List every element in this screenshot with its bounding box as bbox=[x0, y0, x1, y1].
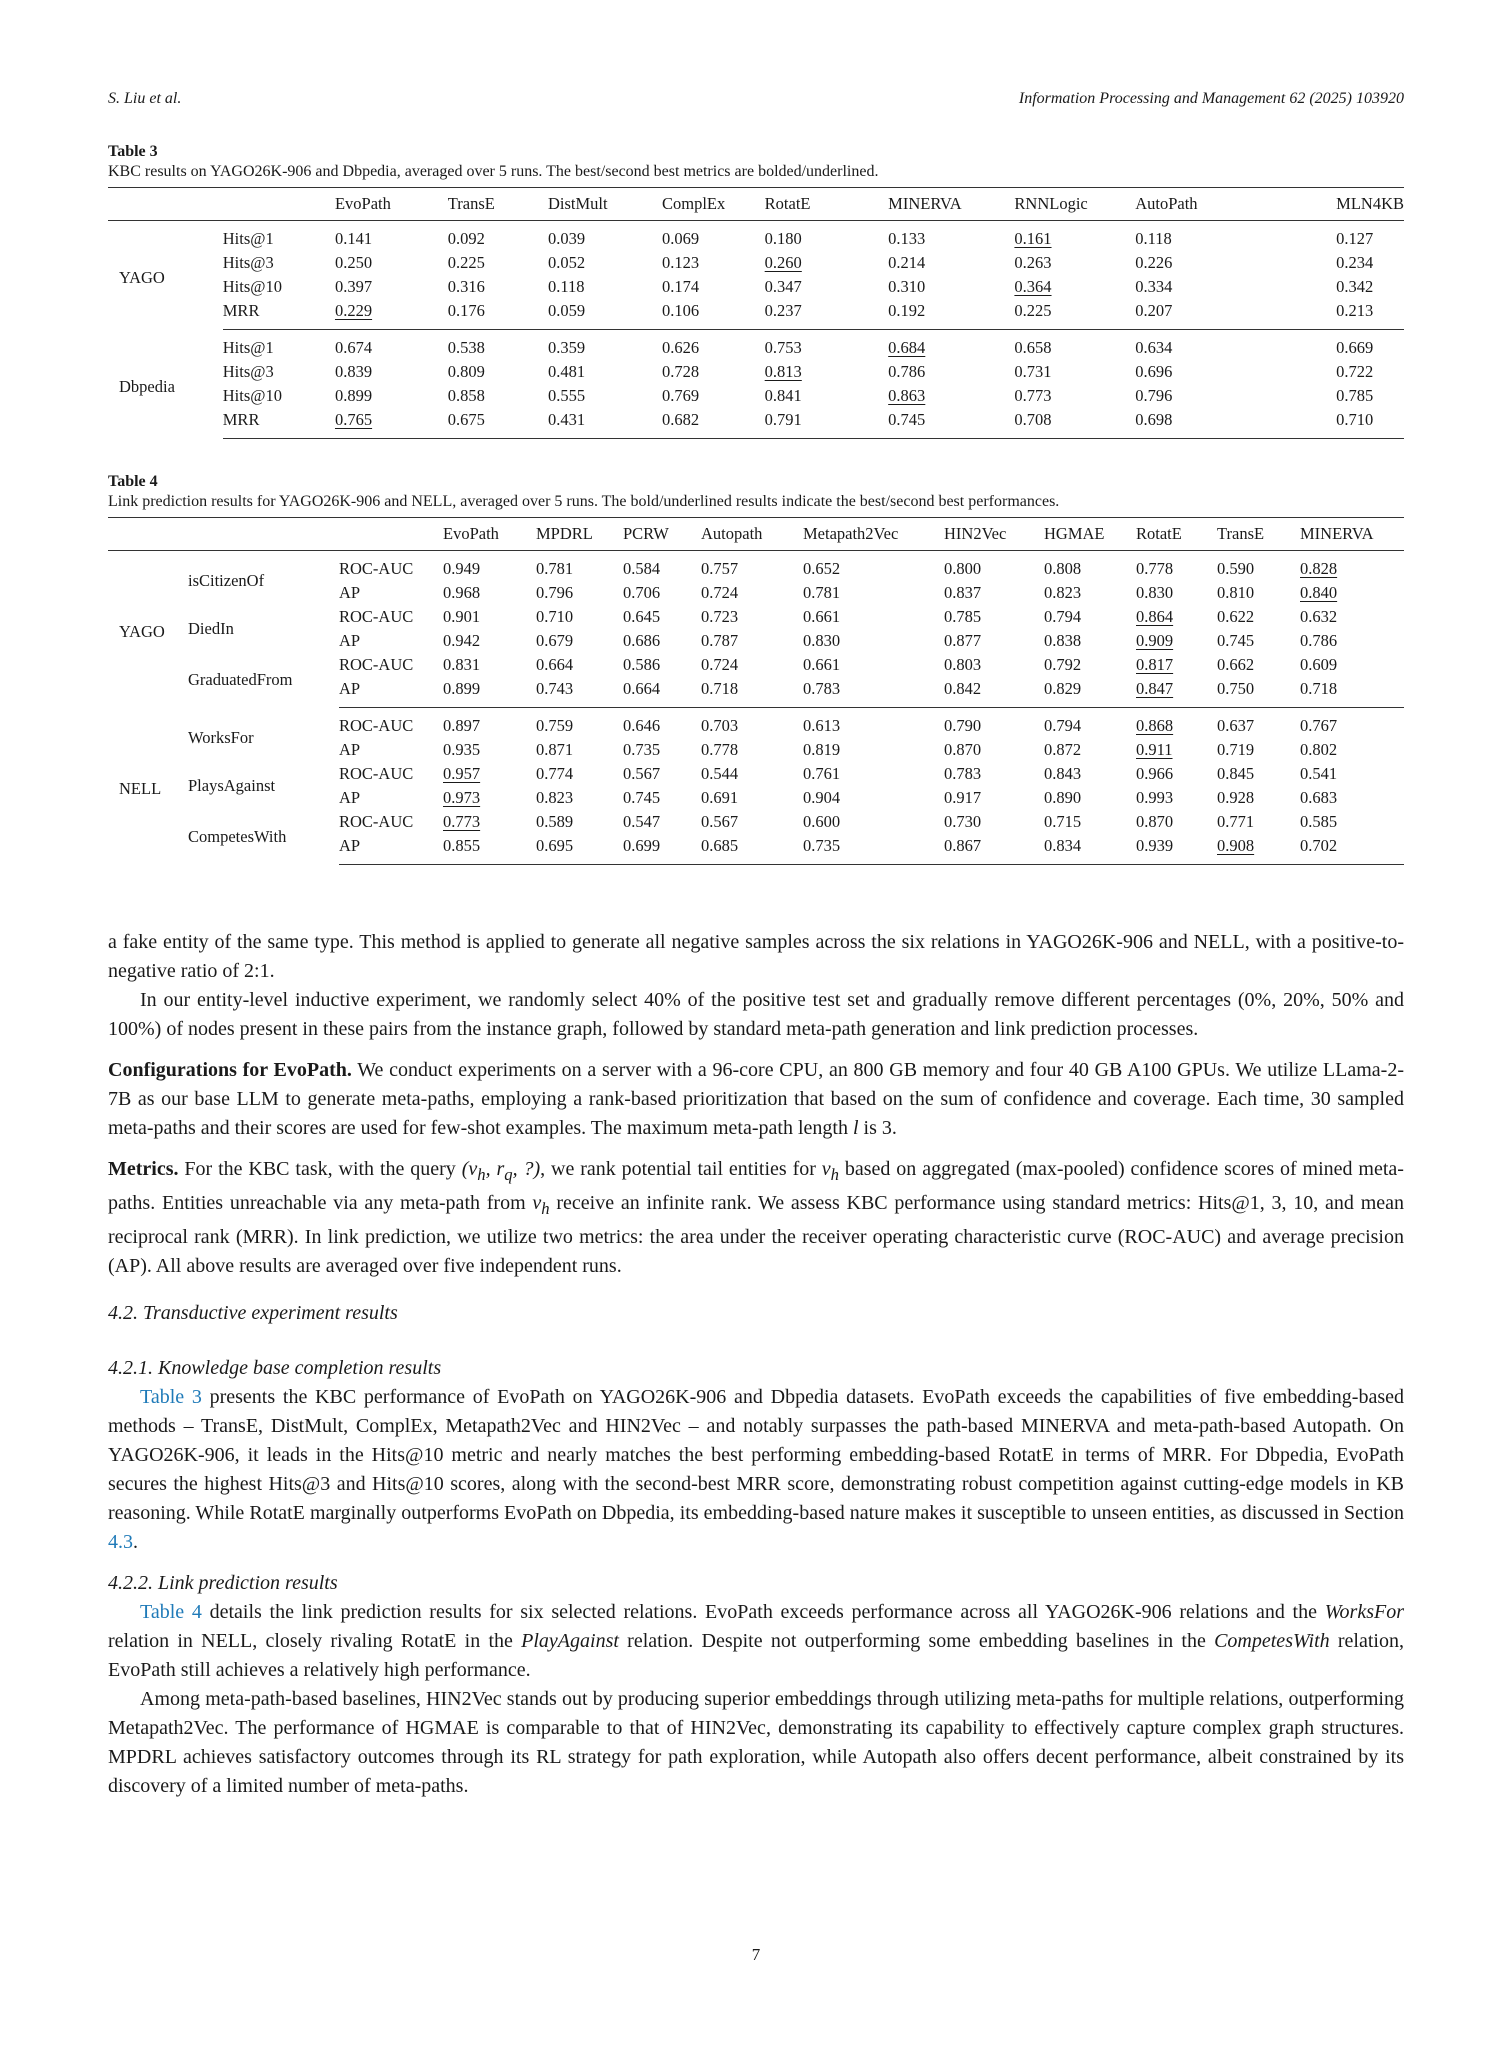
value-cell: 0.813 bbox=[764, 362, 802, 381]
value-cell: 0.904 bbox=[803, 788, 841, 807]
value-cell: 0.127 bbox=[1336, 229, 1374, 248]
value-cell: 0.823 bbox=[536, 788, 574, 807]
value-cell: 0.871 bbox=[536, 740, 574, 759]
value-cell: 0.840 bbox=[1300, 583, 1338, 602]
value-cell: 0.664 bbox=[623, 677, 701, 708]
value-cell: 0.260 bbox=[764, 253, 802, 272]
value-cell: 0.682 bbox=[662, 408, 765, 439]
value-cell: 0.794 bbox=[1044, 716, 1082, 735]
metric-label: ROC-AUC bbox=[339, 812, 414, 831]
value-cell: 0.819 bbox=[803, 740, 841, 759]
value-cell: 0.867 bbox=[944, 834, 1044, 865]
table-row bbox=[108, 551, 1404, 582]
table-row bbox=[108, 221, 1404, 252]
value-cell: 0.310 bbox=[888, 277, 926, 296]
value-cell: 0.837 bbox=[944, 583, 982, 602]
table-row bbox=[108, 708, 1404, 739]
value-cell: 0.364 bbox=[1014, 277, 1052, 296]
value-cell: 0.778 bbox=[701, 740, 739, 759]
value-cell: 0.828 bbox=[1300, 559, 1338, 578]
value-cell: 0.661 bbox=[803, 655, 841, 674]
column-header: TransE bbox=[1217, 518, 1300, 551]
section-4-3-link[interactable]: 4.3 bbox=[108, 1531, 133, 1553]
metric-label: Hits@1 bbox=[222, 338, 274, 357]
paragraph-baselines: Among meta-path-based baselines, HIN2Vec stands out by producing superior embeddings through utilizing meta-paths for multiple relations, outperforming Metapath2Vec. The performance of HGMAE is comparable to that of HIN2Vec, demonstrating its capability to effectively capture complex graph structures. MPDRL achieves satisfactory outcomes through its RL strategy for path exploration, while Autopath also offers decent performance, albeit constrained by its discovery of a limited number of meta-paths. bbox=[108, 1688, 1404, 1797]
table-row bbox=[108, 330, 1404, 361]
value-cell: 0.830 bbox=[1136, 583, 1174, 602]
value-cell: 0.715 bbox=[1044, 812, 1082, 831]
value-cell: 0.052 bbox=[547, 253, 586, 272]
body-text bbox=[108, 928, 1404, 1801]
value-cell: 0.750 bbox=[1217, 677, 1300, 708]
table-row bbox=[108, 810, 1404, 834]
value-cell: 0.229 bbox=[335, 299, 448, 330]
table3-label: Table 3 bbox=[108, 143, 158, 160]
column-header: MINERVA bbox=[888, 188, 1014, 221]
value-cell: 0.176 bbox=[448, 299, 548, 330]
value-cell: 0.761 bbox=[803, 764, 841, 783]
metric-label: Hits@3 bbox=[222, 253, 274, 272]
value-cell: 0.600 bbox=[803, 812, 841, 831]
value-cell: 0.661 bbox=[803, 607, 841, 626]
value-cell: 0.708 bbox=[1014, 408, 1135, 439]
table-row bbox=[108, 384, 1404, 408]
value-cell: 0.645 bbox=[623, 607, 661, 626]
paragraph-inductive: In our entity-level inductive experiment, we randomly select 40% of the positive test set and gradually remove different percentages (0%, 20%, 50% and 100%) of nodes present in these pairs from the instance graph, followed by standard meta-path generation and link prediction processes. bbox=[108, 989, 1404, 1040]
value-cell: 0.555 bbox=[547, 386, 586, 405]
value-cell: 0.207 bbox=[1135, 299, 1336, 330]
value-cell: 0.842 bbox=[944, 677, 1044, 708]
table-row bbox=[108, 360, 1404, 384]
value-cell: 0.745 bbox=[888, 408, 1014, 439]
value-cell: 0.901 bbox=[443, 607, 481, 626]
metric-label: AP bbox=[339, 834, 443, 865]
column-header: MINERVA bbox=[1300, 518, 1404, 551]
paragraph-link-prediction: Table 4 details the link prediction results for six selected relations. EvoPath exceeds performance across all YAGO26K-906 relations and the WorksFor relation in NELL, closely rivaling RotatE in the PlayAgainst relation. Despite not outperforming some embedding baselines in the CompetesWith relation, EvoPath still achieves a relatively high performance. bbox=[108, 1601, 1404, 1681]
table-row bbox=[108, 605, 1404, 629]
value-cell: 0.785 bbox=[944, 607, 982, 626]
value-cell: 0.786 bbox=[888, 362, 926, 381]
value-cell: 0.397 bbox=[334, 277, 373, 296]
value-cell: 0.702 bbox=[1300, 834, 1404, 865]
column-header: TransE bbox=[448, 188, 548, 221]
metric-label: ROC-AUC bbox=[339, 607, 414, 626]
value-cell: 0.781 bbox=[536, 559, 574, 578]
value-cell: 0.728 bbox=[661, 362, 700, 381]
value-cell: 0.786 bbox=[1300, 631, 1338, 650]
value-cell: 0.753 bbox=[764, 338, 802, 357]
value-cell: 0.106 bbox=[662, 299, 765, 330]
column-header: PCRW bbox=[623, 518, 701, 551]
value-cell: 0.809 bbox=[447, 362, 485, 381]
table-row bbox=[108, 653, 1404, 677]
value-cell: 0.899 bbox=[443, 677, 536, 708]
table4 bbox=[108, 517, 1404, 865]
value-cell: 0.803 bbox=[944, 655, 982, 674]
value-cell: 0.226 bbox=[1135, 253, 1173, 272]
value-cell: 0.899 bbox=[334, 386, 373, 405]
column-header: AutoPath bbox=[1135, 188, 1336, 221]
value-cell: 0.646 bbox=[623, 716, 661, 735]
value-cell: 0.785 bbox=[1336, 386, 1374, 405]
value-cell: 0.691 bbox=[701, 788, 739, 807]
value-cell: 0.790 bbox=[944, 716, 982, 735]
value-cell: 0.342 bbox=[1336, 277, 1374, 296]
paragraph-kbc-results: Table 3 presents the KBC performance of EvoPath on YAGO26K-906 and Dbpedia datasets. EvoPath exceeds the capabilities of five embedding-based methods – TransE, DistMult, ComplEx, Metapath2Vec and HIN2Vec – and notably surpasses the path-based MINERVA and meta-path-based Autopath. On YAGO26K-906, it leads in the Hits@10 metric and nearly matches the best performing embedding-based RotatE in terms of MRR. For Dbpedia, EvoPath secures the highest Hits@3 and Hits@10 scores, along with the second-best MRR score, demonstrating robust competition against cutting-edge models in KB reasoning. While RotatE marginally outperforms EvoPath on Dbpedia, its embedding-based nature makes it susceptible to unseen entities, as discussed in Section 4.3. bbox=[108, 1386, 1404, 1553]
metric-label: Hits@10 bbox=[222, 386, 282, 405]
table-row bbox=[108, 275, 1404, 299]
value-cell: 0.632 bbox=[1300, 607, 1338, 626]
column-header: ComplEx bbox=[662, 188, 765, 221]
value-cell: 0.839 bbox=[334, 362, 373, 381]
table-row bbox=[108, 251, 1404, 275]
value-cell: 0.877 bbox=[944, 631, 982, 650]
table3 bbox=[108, 187, 1404, 439]
paragraph-configurations: Configurations for EvoPath. We conduct experiments on a server with a 96-core CPU, an 800 GB memory and four 40 GB A100 GPUs. We utilize LLama-2-7B as our base LLM to generate meta-paths, employing a rank-based prioritization that based on the sum of confidence and coverage. Each time, 30 sampled meta-paths and their scores are used for few-shot examples. The maximum meta-path length l is 3. bbox=[108, 1059, 1404, 1139]
value-cell: 0.870 bbox=[944, 740, 982, 759]
value-cell: 0.939 bbox=[1136, 834, 1217, 865]
value-cell: 0.359 bbox=[547, 338, 586, 357]
value-cell: 0.845 bbox=[1217, 764, 1255, 783]
value-cell: 0.843 bbox=[1044, 764, 1082, 783]
relation-label: isCitizenOf bbox=[188, 571, 265, 590]
value-cell: 0.765 bbox=[335, 408, 448, 439]
value-cell: 0.759 bbox=[536, 716, 574, 735]
value-cell: 0.834 bbox=[1044, 834, 1136, 865]
table3-caption-block bbox=[108, 142, 1404, 182]
column-header: HIN2Vec bbox=[944, 518, 1044, 551]
value-cell: 0.745 bbox=[1217, 631, 1255, 650]
dataset-label: YAGO bbox=[119, 622, 165, 642]
value-cell: 0.831 bbox=[443, 655, 481, 674]
metric-label: ROC-AUC bbox=[339, 716, 414, 735]
value-cell: 0.769 bbox=[661, 386, 700, 405]
value-cell: 0.589 bbox=[536, 812, 574, 831]
metric-label: ROC-AUC bbox=[339, 559, 414, 578]
table4-caption: Link prediction results for YAGO26K-906 and NELL, averaged over 5 runs. The bold/underlined results indicate the best/second best performances. bbox=[108, 493, 1060, 510]
value-cell: 0.538 bbox=[447, 338, 485, 357]
table-row bbox=[108, 762, 1404, 786]
table3-link[interactable]: Table 3 bbox=[140, 1386, 202, 1408]
dataset-label: YAGO bbox=[119, 268, 165, 288]
section-heading-4-2-2: 4.2.2. Link prediction results bbox=[108, 1572, 338, 1594]
value-cell: 0.696 bbox=[1135, 362, 1173, 381]
value-cell: 0.870 bbox=[1136, 812, 1174, 831]
value-cell: 0.706 bbox=[623, 583, 661, 602]
value-cell: 0.699 bbox=[623, 834, 701, 865]
relation-label: PlaysAgainst bbox=[188, 776, 276, 795]
value-cell: 0.957 bbox=[443, 764, 481, 783]
value-cell: 0.213 bbox=[1336, 299, 1404, 330]
value-cell: 0.935 bbox=[443, 740, 481, 759]
value-cell: 0.059 bbox=[548, 299, 662, 330]
value-cell: 0.567 bbox=[701, 812, 739, 831]
column-header: Autopath bbox=[701, 518, 803, 551]
value-cell: 0.626 bbox=[661, 338, 700, 357]
value-cell: 0.161 bbox=[1014, 229, 1052, 248]
relation-label: DiedIn bbox=[188, 619, 234, 638]
value-cell: 0.872 bbox=[1044, 740, 1082, 759]
column-header: DistMult bbox=[548, 188, 662, 221]
value-cell: 0.863 bbox=[888, 386, 926, 405]
value-cell: 0.698 bbox=[1135, 408, 1336, 439]
value-cell: 0.652 bbox=[803, 559, 841, 578]
value-cell: 0.858 bbox=[447, 386, 485, 405]
value-cell: 0.133 bbox=[888, 229, 926, 248]
metric-label: Hits@3 bbox=[222, 362, 274, 381]
value-cell: 0.909 bbox=[1136, 631, 1174, 650]
value-cell: 0.118 bbox=[1135, 229, 1172, 248]
value-cell: 0.719 bbox=[1217, 740, 1255, 759]
column-header: MLN4KB bbox=[1336, 188, 1404, 221]
value-cell: 0.662 bbox=[1217, 655, 1255, 674]
value-cell: 0.118 bbox=[547, 277, 585, 296]
column-header: RNNLogic bbox=[1014, 188, 1135, 221]
value-cell: 0.787 bbox=[701, 631, 739, 650]
value-cell: 0.796 bbox=[1135, 386, 1173, 405]
metric-label: AP bbox=[339, 677, 443, 708]
value-cell: 0.214 bbox=[888, 253, 926, 272]
value-cell: 0.234 bbox=[1336, 253, 1374, 272]
value-cell: 0.679 bbox=[536, 631, 574, 650]
paragraph-metrics: Metrics. For the KBC task, with the query ($v_h$, $r_q$, ?), we rank potential tail entities for $v_h$ based on aggregated (max-pooled) confidence scores of mined meta-paths. Entities unreachable via any meta-path from $v_h$ receive an infinite rank. We assess KBC performance using standard metrics: Hits@1, 3, 10, and mean reciprocal rank (MRR). In link prediction, we utilize two metrics: the area under the receiver operating characteristic curve (ROC-AUC) and average precision (AP). All above results are averaged over five independent runs. bbox=[108, 1158, 1404, 1277]
table-row bbox=[108, 408, 1404, 439]
value-cell: 0.973 bbox=[443, 788, 481, 807]
value-cell: 0.966 bbox=[1136, 764, 1174, 783]
row-group bbox=[108, 551, 1404, 708]
value-cell: 0.686 bbox=[623, 631, 661, 650]
value-cell: 0.897 bbox=[443, 716, 481, 735]
value-cell: 0.792 bbox=[1044, 655, 1082, 674]
value-cell: 0.722 bbox=[1336, 362, 1374, 381]
value-cell: 0.993 bbox=[1136, 788, 1174, 807]
value-cell: 0.585 bbox=[1300, 812, 1338, 831]
section-heading-4-2-1: 4.2.1. Knowledge base completion results bbox=[108, 1357, 442, 1379]
value-cell: 0.949 bbox=[443, 559, 481, 578]
value-cell: 0.658 bbox=[1014, 338, 1052, 357]
value-cell: 0.069 bbox=[661, 229, 700, 248]
value-cell: 0.731 bbox=[1014, 362, 1052, 381]
value-cell: 0.718 bbox=[701, 677, 803, 708]
value-cell: 0.855 bbox=[443, 834, 536, 865]
value-cell: 0.092 bbox=[447, 229, 485, 248]
value-cell: 0.637 bbox=[1217, 716, 1255, 735]
metric-label: Hits@10 bbox=[222, 277, 282, 296]
value-cell: 0.586 bbox=[623, 655, 661, 674]
value-cell: 0.796 bbox=[536, 583, 574, 602]
value-cell: 0.481 bbox=[547, 362, 586, 381]
value-cell: 0.864 bbox=[1136, 607, 1174, 626]
value-cell: 0.174 bbox=[661, 277, 700, 296]
value-cell: 0.917 bbox=[944, 788, 982, 807]
value-cell: 0.634 bbox=[1135, 338, 1173, 357]
value-cell: 0.735 bbox=[803, 834, 944, 865]
metric-label: AP bbox=[339, 583, 361, 602]
relation-label: GraduatedFrom bbox=[188, 670, 293, 690]
dataset-label: NELL bbox=[119, 779, 162, 798]
value-cell: 0.263 bbox=[1014, 253, 1052, 272]
value-cell: 0.723 bbox=[701, 607, 739, 626]
value-cell: 0.675 bbox=[448, 408, 548, 439]
section-heading-4-2: 4.2. Transductive experiment results bbox=[108, 1302, 398, 1324]
value-cell: 0.773 bbox=[443, 812, 481, 831]
column-header: EvoPath bbox=[335, 188, 448, 221]
value-cell: 0.674 bbox=[334, 338, 373, 357]
value-cell: 0.968 bbox=[443, 583, 481, 602]
metric-label: AP bbox=[339, 740, 361, 759]
column-header: Metapath2Vec bbox=[803, 518, 944, 551]
table4-caption-block bbox=[108, 472, 1404, 512]
value-cell: 0.225 bbox=[1014, 299, 1135, 330]
value-cell: 0.745 bbox=[623, 788, 661, 807]
table-row bbox=[108, 299, 1404, 330]
row-group bbox=[108, 330, 1404, 439]
value-cell: 0.794 bbox=[1044, 607, 1082, 626]
metric-label: AP bbox=[339, 788, 361, 807]
value-cell: 0.669 bbox=[1336, 338, 1374, 357]
value-cell: 0.664 bbox=[536, 655, 574, 674]
value-cell: 0.613 bbox=[803, 716, 841, 735]
value-cell: 0.942 bbox=[443, 631, 481, 650]
value-cell: 0.829 bbox=[1044, 677, 1136, 708]
value-cell: 0.685 bbox=[701, 834, 803, 865]
value-cell: 0.334 bbox=[1135, 277, 1173, 296]
value-cell: 0.810 bbox=[1217, 583, 1255, 602]
value-cell: 0.808 bbox=[1044, 559, 1082, 578]
value-cell: 0.847 bbox=[1136, 677, 1217, 708]
value-cell: 0.316 bbox=[447, 277, 485, 296]
value-cell: 0.783 bbox=[944, 764, 982, 783]
value-cell: 0.609 bbox=[1300, 655, 1338, 674]
value-cell: 0.823 bbox=[1044, 583, 1082, 602]
value-cell: 0.771 bbox=[1217, 812, 1255, 831]
value-cell: 0.773 bbox=[1014, 386, 1052, 405]
metric-label: AP bbox=[339, 631, 361, 650]
column-header: RotatE bbox=[1136, 518, 1217, 551]
value-cell: 0.123 bbox=[661, 253, 700, 272]
value-cell: 0.250 bbox=[334, 253, 373, 272]
row-group bbox=[108, 221, 1404, 330]
header-journal: Information Processing and Management 62 (2025) 103920 bbox=[1018, 90, 1404, 107]
value-cell: 0.817 bbox=[1136, 655, 1174, 674]
value-cell: 0.347 bbox=[764, 277, 802, 296]
value-cell: 0.724 bbox=[701, 655, 739, 674]
column-header: EvoPath bbox=[443, 518, 536, 551]
value-cell: 0.683 bbox=[1300, 788, 1338, 807]
value-cell: 0.237 bbox=[765, 299, 889, 330]
dataset-label: Dbpedia bbox=[119, 377, 175, 396]
value-cell: 0.802 bbox=[1300, 740, 1338, 759]
value-cell: 0.541 bbox=[1300, 764, 1338, 783]
column-header: HGMAE bbox=[1044, 518, 1136, 551]
metric-label: MRR bbox=[223, 299, 335, 330]
value-cell: 0.735 bbox=[623, 740, 661, 759]
value-cell: 0.695 bbox=[536, 834, 623, 865]
value-cell: 0.908 bbox=[1217, 834, 1300, 865]
metric-label: ROC-AUC bbox=[339, 655, 414, 674]
value-cell: 0.868 bbox=[1136, 716, 1174, 735]
table4-link[interactable]: Table 4 bbox=[140, 1601, 202, 1623]
value-cell: 0.778 bbox=[1136, 559, 1174, 578]
value-cell: 0.710 bbox=[1336, 408, 1404, 439]
value-cell: 0.928 bbox=[1217, 788, 1255, 807]
value-cell: 0.192 bbox=[888, 299, 1014, 330]
value-cell: 0.774 bbox=[536, 764, 574, 783]
value-cell: 0.039 bbox=[547, 229, 586, 248]
relation-label: WorksFor bbox=[188, 727, 254, 747]
paragraph-negative-samples: a fake entity of the same type. This method is applied to generate all negative samples across the six relations in YAGO26K-906 and NELL, with a positive-to-negative ratio of 2:1. bbox=[108, 931, 1404, 982]
value-cell: 0.743 bbox=[536, 677, 623, 708]
value-cell: 0.590 bbox=[1217, 559, 1255, 578]
header-authors: S. Liu et al. bbox=[108, 90, 182, 107]
value-cell: 0.911 bbox=[1136, 740, 1173, 759]
value-cell: 0.890 bbox=[1044, 788, 1082, 807]
value-cell: 0.180 bbox=[764, 229, 802, 248]
value-cell: 0.781 bbox=[803, 583, 841, 602]
metric-label: ROC-AUC bbox=[339, 764, 414, 783]
value-cell: 0.547 bbox=[623, 812, 661, 831]
value-cell: 0.567 bbox=[623, 764, 661, 783]
value-cell: 0.718 bbox=[1300, 677, 1404, 708]
value-cell: 0.767 bbox=[1300, 716, 1338, 735]
value-cell: 0.830 bbox=[803, 631, 841, 650]
value-cell: 0.710 bbox=[536, 607, 574, 626]
value-cell: 0.724 bbox=[701, 583, 739, 602]
column-header: MPDRL bbox=[536, 518, 623, 551]
value-cell: 0.544 bbox=[701, 764, 739, 783]
value-cell: 0.757 bbox=[701, 559, 739, 578]
value-cell: 0.622 bbox=[1217, 607, 1255, 626]
table3-caption: KBC results on YAGO26K-906 and Dbpedia, averaged over 5 runs. The best/second best metrics are bolded/underlined. bbox=[108, 163, 879, 180]
table4-label: Table 4 bbox=[108, 473, 158, 490]
metric-label: Hits@1 bbox=[222, 229, 274, 248]
value-cell: 0.730 bbox=[944, 812, 982, 831]
value-cell: 0.141 bbox=[334, 229, 373, 248]
value-cell: 0.783 bbox=[803, 677, 944, 708]
metric-label: MRR bbox=[223, 408, 335, 439]
relation-label: CompetesWith bbox=[188, 827, 287, 847]
column-header: RotatE bbox=[765, 188, 889, 221]
value-cell: 0.791 bbox=[765, 408, 889, 439]
value-cell: 0.225 bbox=[447, 253, 485, 272]
value-cell: 0.684 bbox=[888, 338, 926, 357]
page-number: 7 bbox=[751, 1945, 761, 1964]
value-cell: 0.431 bbox=[548, 408, 662, 439]
row-group bbox=[108, 708, 1404, 865]
value-cell: 0.838 bbox=[1044, 631, 1082, 650]
value-cell: 0.584 bbox=[623, 559, 661, 578]
value-cell: 0.703 bbox=[701, 716, 739, 735]
value-cell: 0.800 bbox=[944, 559, 982, 578]
value-cell: 0.841 bbox=[764, 386, 802, 405]
